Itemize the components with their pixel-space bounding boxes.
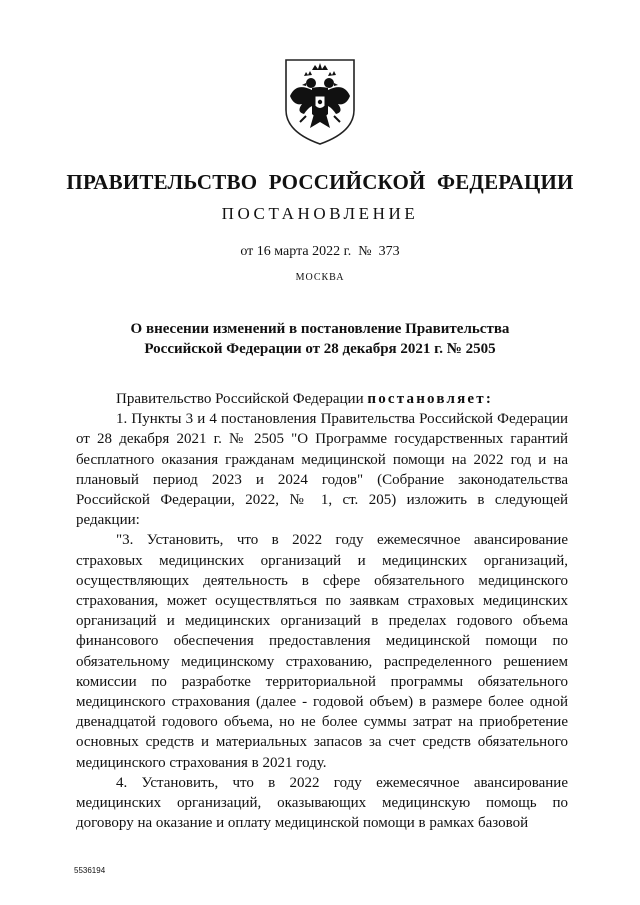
heading-line-2: Российской Федерации от 28 декабря 2021 г. № 2505	[144, 341, 496, 357]
coat-of-arms-icon	[282, 56, 358, 146]
paragraph-3: 4. Установить, что в 2022 году ежемесячное авансирование медицинских организаций, оказывающих медицинскую помощь по договору на оказание и оплату медицинской помощи в рамках базовой	[76, 774, 568, 832]
paragraph-2: "3. Установить, что в 2022 году ежемесячное авансирование страховых медицинских организаций и медицинских организаций, осуществляющих деятельность в сфере обязательного медицинского страхования, может осуществляться по заявкам страховых медицинских организаций и медицинских организаций в пределах годового объема финансового обеспечения предоставления медицинской помощи по обязательному медицинскому страхованию, распределенного решением комиссии по разработке территориальной программы обязательного медицинского страхования (далее - годовой объем) в размере более одной двенадцатой годового объема, но не более суммы затрат на приобретение основных средств и материальных запасов за счет средств обязательного медицинского страхования в 2021 году.	[76, 532, 568, 771]
city: МОСКВА	[295, 272, 345, 283]
government-title: ПРАВИТЕЛЬСТВО РОССИЙСКОЙ ФЕДЕРАЦИИ	[66, 170, 574, 194]
intro-verb: постановляет:	[367, 391, 494, 407]
document-number: 373	[378, 244, 400, 259]
document-date: от 16 марта 2022 г.	[240, 244, 352, 259]
footer-code: 5536194	[74, 866, 106, 875]
document-type: ПОСТАНОВЛЕНИЕ	[221, 204, 419, 223]
date-number-line	[0, 244, 640, 260]
heading-line-1: О внесении изменений в постановление Правительства	[130, 321, 510, 337]
intro-paragraph	[76, 389, 568, 409]
paragraph-1: 1. Пункты 3 и 4 постановления Правительства Российской Федерации от 28 декабря 2021 г. № 2505 "О Программе государственных гарантий бесплатного оказания гражданам медицинской помощи на 2022 год и на плановый период 2023 и 2024 годов" (Собрание законодательства Российской Федерации, 2022, № 1, ст. 205) изложить в следующей редакции:	[76, 411, 568, 529]
number-sign: №	[358, 244, 372, 259]
intro-text: Правительство Российской Федерации	[116, 391, 364, 407]
document-heading	[110, 319, 530, 359]
document-body	[76, 389, 568, 833]
